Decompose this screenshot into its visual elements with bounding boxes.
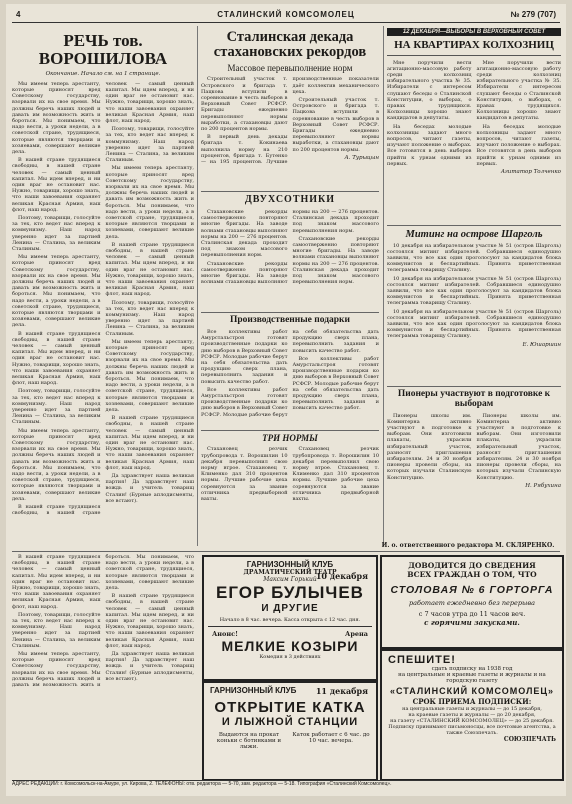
speech-closing: Да здравствует наша великая партия! Да здравствует наш вождь и учитель товарищ Сталин! (Бурные аплодисменты, все встают). (105, 473, 194, 504)
play-genre: Комедия в 3 действиях (259, 654, 321, 660)
speech-paragraph: Поэтому, товарищи, голосуйте за тех, кто ведет нас вперед к коммунизму. Наш народ уверенно идет за партией Ленина — Сталина, за великим Сталиным. (105, 126, 194, 164)
arena-label: Арена (345, 630, 368, 638)
play-title: ЕГОР БУЛЫЧЕВ (216, 583, 364, 602)
rink-date: 11 декабря (315, 686, 368, 696)
newspaper-page (6, 4, 566, 796)
decade-subtitle: Массовое перевыполнение норм (227, 63, 353, 74)
threenorms-paragraph: Стахановец резчик трубопровода т. Ворошилин 10 декабря перевыполнил свою норму втрое. Стахановец т. Клименко дал 310 процентов нормы. Лучшие рабочие цеха соревнуются за звание отличника предвыборной вахты. (292, 446, 379, 502)
speech-paragraph: Поэтому, товарищи, голосуйте за тех, кто ведет нас вперед к коммунизму. Наш народ уверенно идет за партией Ленина — Сталина, за великим Сталиным. (12, 214, 101, 252)
canteen-line: с горячими закусками. (424, 618, 520, 627)
play-author: Максим Горький (263, 576, 317, 583)
meeting-paragraph: 10 декабря на избирательном участке № 51 (остров Шарголь) состоялся митинг избирателей. Собравшиеся единодушно заявили, что все как один проголосуют за кандидатов блока коммунистов и беспартийных. Принята приветственная телеграмма товарищу Сталину. (387, 275, 561, 307)
section-rule (201, 312, 379, 313)
show-times: Начало в 8 час. вечера. Касса открыта с 12 час. дня. (219, 617, 361, 623)
pioneers-title: Пионеры участвуют в подготовке к выборам (397, 388, 551, 409)
kolkhoz-paragraph: Мне поручили вести агитационно-массовую работу среди колхозниц избирательного участка № 35. Избиратели с интересом слушают беседы о Сталинской Конституции, о выборах, о правах трудящихся. Колхозницы хорошо знают кандидатов в депутаты. (476, 59, 561, 122)
decade-paragraph: В первый день декады бригада т. Кокинаева выполнила норму на 210 процентов, бригада т. Бутенко — на 195 процентов. Лучшие производственные показатели даёт коллектив механического цеха. (201, 76, 379, 166)
threenorms-paragraph: Стахановец резчик трубопровода т. Ворошилин 10 декабря перевыполнил свою норму втрое. Стахановец т. Клименко дал 310 процентов нормы. Лучшие рабочие цеха соревнуются за звание отличника предвыборной вахты. (201, 446, 288, 502)
speech-paragraph: В нашей стране трудящиеся свободны, в нашей стране человек — самый ценный капитал. Мы идем вперед, и ни один враг не остановит нас. Нужно, товарищи, хорошо знать, что наши завоевания охраняет великая Красная Армия, наш флот, наш народ. (105, 593, 194, 649)
theater-name: ДРАМАТИЧЕСКИЙ ТЕАТР (243, 569, 337, 576)
sub-line: на центральные газеты и журналы — до 15 декабря, (402, 706, 542, 712)
elections-kicker: 12 ДЕКАБРЯ—ВЫБОРЫ В ВЕРХОВНЫЙ СОВЕТ (387, 28, 561, 36)
editor-line: И. о. ответственного редактора М. СКЛЯРЕНКО. (381, 542, 555, 549)
speech-subtitle: Окончание. Начало см. на 1 странице. (45, 70, 161, 77)
page-number: 4 (16, 10, 21, 19)
pioneers-signature: Н. Рябухина (525, 482, 561, 489)
threenorms-title: ТРИ НОРМЫ (262, 432, 318, 443)
canteen-hours: с 7 часов утра до 11 часов веч. (418, 610, 526, 618)
speech-continuation (12, 554, 194, 778)
speech-article (12, 28, 194, 546)
subscription-ad (380, 649, 564, 781)
speech-paragraph: В нашей стране трудящиеся свободны, в нашей стране человек — самый ценный капитал. Мы идем вперед, и ни один враг не остановит нас. Нужно, товарищи, хорошо знать, что наши завоевания охраняет великая Красная Армия, наш флот, наш народ. (12, 330, 101, 387)
speech-paragraph: В нашей стране трудящиеся свободны, в нашей стране человек — самый ценный капитал. Мы идем вперед, и ни один враг не остановит нас. Нужно, товарищи, хорошо знать, что наши завоевания охраняет великая Красная Армия, наш флот, наш народ. (105, 415, 194, 471)
play-title-2: И ДРУГИЕ (261, 603, 319, 614)
pioneers-paragraph: Пионеры школы им. Коминтерна активно участвуют в подготовке к выборам. Они изготовили плакаты, украсили избирательный участок, разносят приглашения избирателям. 24 и 30 ноября пионеры провели сборы, на которых изучали Сталинскую Конституцию. (476, 412, 561, 481)
twohundred-paragraph: Стахановские рекорды самоотверженно повторяют многие бригады. На заводе волнами стахановцы выполняют нормы на 200 — 276 процентов. Сталинская декада проходит под знаком массового перевыполнения норм. (201, 208, 379, 286)
play-title-3: МЕЛКИЕ КОЗЫРИ (221, 638, 359, 654)
speech-paragraph: Мы имеем теперь арестанту, которые приносят вред Советскому государству, взорвали их на свое время. Мы должны беречь наших людей и давать им возможность жить и бороться. Мы понимаем, что надо вести, а уроки недели, а в советской стране, трудящиеся, которые являются творцами и хозяевами, совершают великие дела. (12, 554, 194, 689)
speech-paragraph: Мы имеем теперь арестанту, которые приносят вред Советскому государству, взорвали их на свое время. Мы должны беречь наших людей и давать им возможность жить и бороться. Мы понимаем, что надо вести, а уроки недели, а в советской стране, трудящиеся, которые являются творцами и хозяевами, совершают великие дела. (12, 427, 101, 502)
kolkhoz-paragraph: Мне поручили вести агитационно-массовую работу среди колхозниц избирательного участка № 35. Избиратели с интересом слушают беседы о Сталинской Конституции, о выборах, о правах трудящихся. Колхозницы хорошо знают кандидатов в депутаты. (387, 59, 472, 122)
sub-line: на газету «СТАЛИНСКИЙ КОМСОМОЛЕЦ» — до 25 декабря. (390, 718, 554, 724)
section-rule (12, 551, 560, 552)
theater-ad (202, 555, 378, 681)
column-rule (383, 26, 384, 546)
kolkhoz-paragraph: На беседах молодые колхозницы задают много вопросов, читают газеты, изучают положение о выборах. Все готовятся в день выборов прийти к урнам одними из первых. (387, 123, 472, 167)
meeting-signature: Е. Юшаршин (522, 341, 561, 348)
decade-paragraph: Строительный участок т. Островского и бригада т. Пацкова вступили в соревнование в честь выборов в Верховный Совет РСФСР. Бригады ежедневно перевыполняют нормы выработки, а стахановцы дают по 200 процентов нормы. (201, 76, 288, 133)
speech-paragraph: Мы имеем теперь арестанту, которые приносят вред Советскому государству, взорвали их на свое время. Мы должны беречь наших людей и давать им возможность жить и бороться. Мы понимаем, что надо вести, а уроки недели, а в советской стране, трудящиеся, которые являются творцами и хозяевами, совершают великие дела. (12, 254, 101, 329)
pioneers-paragraph: Пионеры школы им. Коминтерна активно участвуют в подготовке к выборам. Они изготовили плакаты, украсили избирательный участок, разносят приглашения избирателям. 24 и 30 ноября пионеры провели сборы, на которых изучали Сталинскую Конституцию. (387, 412, 472, 481)
canteen-ad (380, 555, 564, 649)
decade-title: Сталинская декада стахановских рекордов (213, 29, 367, 61)
elections-section (387, 28, 561, 546)
speech-paragraph: В нашей стране трудящиеся свободны, в нашей стране человек — самый ценный капитал. Мы идем вперед, и ни один враг не остановит нас. Нужно, товарищи, хорошо знать, что наши завоевания охраняет великая Красная Армия, наш флот, наш народ. (105, 241, 194, 298)
twohundred-paragraph: Стахановские рекорды самоотверженно повторяют многие бригады. На заводе волнами стахановцы выполняют нормы на 200 — 276 процентов. Сталинская декада проходит под знаком массового перевыполнения норм. (201, 208, 288, 259)
decade-signature: А. Турыцын (344, 154, 379, 161)
rink-rental: Выдаются на прокат коньки с ботинками и лыжи. (216, 732, 282, 750)
twohundred-title: ДВУХСОТНИКИ (244, 194, 336, 206)
decade-article (201, 28, 379, 546)
gifts-title: Производственные подарки (230, 314, 350, 325)
club-name: ГАРНИЗОННЫЙ КЛУБ (246, 560, 334, 569)
footer-imprint: АДРЕС РЕДАКЦИИ: г. Комсомольск-на-Амуре, ул. Кирова, 2. ТЕЛЕФОНЫ: отв. редактора — 5-70, зам. редактора — 5-18. Типография «Сталинский Комсомолец». (12, 780, 560, 795)
section-rule (201, 191, 379, 192)
speech-paragraph: В нашей стране трудящиеся свободны, в нашей стране человек — самый ценный капитал. Мы идем вперед, и ни один враг не остановит нас. Нужно, товарищи, хорошо знать, что наши завоевания охраняет великая Красная Армия, наш флот, наш народ. (12, 157, 101, 213)
sub-line: сдать подписку на 1938 год (431, 666, 513, 672)
column-rule (197, 26, 198, 546)
sub-line: Подписку принимают письмоносцы, все почтовые агентства, а также Союзпечать. (388, 724, 556, 736)
club-name: ГАРНИЗОННЫЙ КЛУБ (210, 686, 297, 695)
kolkhoz-paragraph: На беседах молодые колхозницы задают много вопросов, читают газеты, изучают положение о выборах. Все готовятся в день выборов прийти к урнам одними из первых. (476, 123, 561, 167)
gifts-paragraph: Все коллективы работ Амурстальстроя готовят производственные подарки ко дню выборов в Верховный Совет РСФСР. Молодые рабочие берут на себя обязательства дать продукцию сверх плана, перевыполнить задания и повысить качество работ. (201, 328, 379, 418)
paper-name: «СТАЛИНСКИЙ КОМСОМОЛЕЦ» (390, 686, 554, 696)
meeting-paragraph: 10 декабря на избирательном участке № 51 (остров Шарголь) состоялся митинг избирателей. Собравшиеся единодушно заявили, что все как один проголосуют за кандидатов блока коммунистов и беспартийных. Принята приветственная телеграмма товарищу Сталину. (387, 242, 561, 274)
speech-paragraph: Поэтому, товарищи, голосуйте за тех, кто ведет нас вперед к коммунизму. Наш народ уверенно идет за партией Ленина — Сталина, за великим Сталиным. (12, 611, 101, 649)
kolkhoz-signature: Агитатор Толченко (500, 169, 561, 175)
section-rule (387, 386, 561, 387)
canteen-line: работает ежедневно без перерыва (409, 599, 535, 607)
rink-title: ОТКРЫТИЕ КАТКА (214, 699, 366, 716)
show-date: 10 декабря (315, 571, 368, 581)
sub-deadline: СРОК ПРИЕМА ПОДПИСКИ: (412, 697, 532, 706)
masthead (12, 8, 560, 23)
rink-hours: Каток работает с 6 час. до 10 час. вечера. (292, 732, 370, 744)
speech-closing: Да здравствует наша великая партия! Да здравствует наш вождь и учитель товарищ Сталин! (Бурные аплодисменты, все встают). (105, 651, 194, 682)
speech-paragraph: Мы имеем теперь арестанту, которые приносят вред Советскому государству, взорвали их на свое время. Мы должны беречь наших людей и давать им возможность жить и бороться. Мы понимаем, что надо вести, а уроки недели, а в советской стране, трудящиеся, которые являются творцами и хозяевами, совершают великие дела. (105, 165, 194, 240)
rink-ad (202, 681, 378, 781)
section-rule (387, 225, 561, 226)
gifts-paragraph: Все коллективы работ Амурстальстроя готовят производственные подарки ко дню выборов в Верховный Совет РСФСР. Молодые рабочие берут на себя обязательства дать продукцию сверх плана, перевыполнить задания и повысить качество работ. (292, 355, 379, 412)
speech-paragraph: В нашей стране трудящиеся свободны, в нашей стране человек — самый ценный капитал. Мы идем вперед, и ни один враг не остановит нас. Нужно, товарищи, хорошо знать, что наши завоевания охраняет великая Красная Армия, наш флот, наш народ. (12, 80, 194, 517)
rink-title-2: И ЛЫЖНОЙ СТАНЦИИ (221, 716, 359, 728)
kolkhoz-title: НА КВАРТИРАХ КОЛХОЗНИЦ (387, 40, 561, 56)
meeting-paragraph: 10 декабря на избирательном участке № 51 (остров Шарголь) состоялся митинг избирателей. Собравшиеся единодушно заявили, что все как один проголосуют за кандидатов блока коммунистов и беспартийных. Принята приветственная телеграмма товарищу Сталину. (387, 308, 561, 340)
section-rule (201, 430, 379, 431)
canteen-line: ДОВОДИТСЯ ДО СВЕДЕНИЯ (408, 561, 536, 570)
twohundred-paragraph: Стахановские рекорды самоотверженно повторяют многие бригады. На заводе волнами стахановцы выполняют нормы на 200 — 276 процентов. Сталинская декада проходит под знаком массового перевыполнения норм. (292, 235, 379, 286)
sub-line: на центральные и краевые газеты и журналы и на городскую газету (398, 672, 546, 684)
meeting-title: Митинг на острове Шарголь (405, 228, 543, 240)
sub-sign: СОЮЗПЕЧАТЬ (503, 736, 556, 743)
decade-paragraph: Строительный участок т. Островского и бригада т. Пацкова вступили в соревнование в честь выборов в Верховный Совет РСФСР. Бригады ежедневно перевыполняют нормы выработки, а стахановцы дают по 200 процентов нормы. (292, 97, 379, 153)
issue-number: № 279 (707) (510, 10, 556, 19)
gifts-paragraph: Все коллективы работ Амурстальстроя готовят производственные подарки ко дню выборов в Верховный Совет РСФСР. Молодые рабочие берут на себя обязательства дать продукцию сверх плана, перевыполнить задания и повысить качество работ. (201, 328, 288, 385)
newspaper-title: СТАЛИНСКИЙ КОМСОМОЛЕЦ (217, 10, 355, 19)
speech-paragraph: Мы имеем теперь арестанту, которые приносят вред Советскому государству, взорвали их на свое время. Мы должны беречь наших людей и давать им возможность жить и бороться. Мы понимаем, что надо вести, а уроки недели, а в советской стране, трудящиеся, которые являются творцами и хозяевами, совершают великие дела. (12, 80, 101, 155)
canteen-line: ВСЕХ ГРАЖДАН О ТОМ, ЧТО (407, 570, 537, 579)
speech-paragraph: В нашей стране трудящиеся свободны, в нашей стране человек — самый ценный капитал. Мы идем вперед, и ни один враг не остановит нас. Нужно, товарищи, хорошо знать, что наши завоевания охраняет великая Красная Армия, наш флот, наш народ. (12, 554, 101, 610)
speech-paragraph: Мы имеем теперь арестанту, которые приносят вред Советскому государству, взорвали их на свое время. Мы должны беречь наших людей и давать им возможность жить и бороться. Мы понимаем, что надо вести, а уроки недели, а в советской стране, трудящиеся, которые являются творцами и хозяевами, совершают великие дела. (105, 338, 194, 414)
announce-label: Анонс! (212, 630, 238, 638)
speech-paragraph: Поэтому, товарищи, голосуйте за тех, кто ведет нас вперед к коммунизму. Наш народ уверенно идет за партией Ленина — Сталина, за великим Сталиным. (12, 388, 101, 426)
canteen-title: СТОЛОВАЯ № 6 ГОРТОРГА (390, 584, 554, 596)
hurry-label: СПЕШИТЕ! (388, 654, 456, 666)
speech-paragraph: Поэтому, товарищи, голосуйте за тех, кто ведет нас вперед к коммунизму. Наш народ уверенно идет за партией Ленина — Сталина, за великим Сталиным. (105, 299, 194, 337)
sub-line: на краевые газеты и журналы — до 20 декабря, (408, 712, 536, 718)
speech-title: РЕЧЬ тов. ВОРОШИЛОВА (38, 31, 168, 68)
